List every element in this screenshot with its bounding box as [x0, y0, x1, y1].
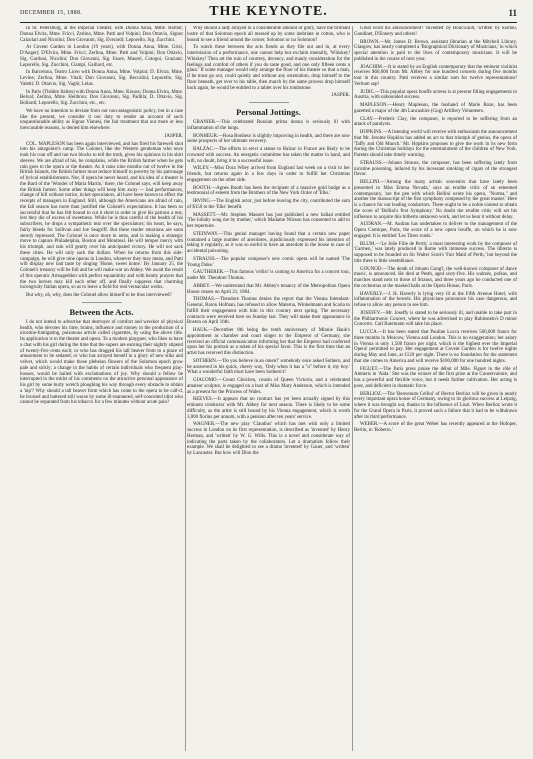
jotting-item: BELLINI.—'Among the many artistic souvenirs that have lately been presented to Miss Emma Nevada,' says an erudite critic of an esteemed contemporary, 'are the pen with which Bellini wrote his opera, "Norma," and another the manuscript of the first symphony composed by the great master.' Here is a chance for our leading conductors. There ought to be a noble contest to obtain the score of 'Bellini's first Symphony.' No doubt the erudite critic will set his influence to acquire this hitherto unknown work, and let us hear it without delay. [354, 180, 517, 220]
column-3 [354, 26, 517, 754]
jotting-item: STRAUSS.—Johann Strauss, the composer, has been suffering lately from nicotine poisoning, induced by his incessant smoking of cigars of the strongest flavor. [354, 160, 517, 178]
jotting-item: GRANIER.—This celebrated Russian prima donna is seriously ill with inflammation of the lungs. [187, 120, 350, 131]
jotting-item: MASSETT.—Mr. Stephen Massett has just published a new ballad entitled 'The lullaby sung me by mother,' which Madame Nilsson has consented to add to her repertoire. [187, 212, 350, 229]
column-divider [352, 26, 353, 751]
jotting-item: JOACHIM.—It is stated by an English contemporary that the eminent violinist receives $60,000 from Mr. Abbey for one hundred concerts during five months tour in this country. Patti receives a similar sum for twelve representations! Verbum sap! [354, 64, 517, 87]
jotting-item: GAUTHERER.—This famous 'cellist' is coming to America for a concert tour, under Mr. Theodore Thomas. [187, 270, 350, 281]
jotting-item: BALZAC.—The efforts to erect a statue to Balzac in France are likely to be crowned with success. An energetic committee has taken the matter in hand, and will, no doubt, bring it to a successful issue. [187, 147, 350, 164]
jotting-item: HOPKINS.—A listening world will receive with enthusiasm the announcement that Mr. Jerome Hopkins has added an act to that triumph of genius, the opera of 'Taffy and Old Munch.' Mr. Hopkins proposes to give the work in its new form during the Christmas holidays for the entertainment of the children of New York. Parents should take timely warning. [354, 130, 517, 158]
article-paragraph: But why, oh, why, does the Colonel allow himself to be thus interviewed? [26, 293, 172, 298]
article-paragraph: At Covent Garden in London (19 years), with Donna Anna, Mme. Grisi, D'Angeri; D'Elvira, Mme. Fricci, Zerlina, Mme. Patti and Volpini; Don Ottavio, Sig. Gardoni, Nicolini; Don Giovanni, Sig. Faure, Maurel, Cotogni, Graziani; Leporello, Sig. Zucchini, Ciampi, Gaillard, etc. [20, 45, 183, 68]
jotting-item: WILEY.—Miss Dora Wiley arrived from England last week on a visit to her friends, but returns again in a few days in order to fulfill her Christmas engagement on the other side. [187, 166, 350, 183]
jotting-item: THOMAS.—Theodore Thomas denies the report that the Vienna Intendant-General, Baron Hofman, has refused to allow Materna, Winkelmann and Scaria to fulfill their engagement with him in this country next spring. The necessary contracts were received here on Sunday last. They will make their appearance in Boston on April 16th. [187, 297, 350, 326]
jotting-item: BROWN.—Mr. James D. Brown, assistant librarian at the Mitchell Library, Glasgow, has nearly completed a 'Biographical Dictionary of Musicians,' in which special attention is paid to the lives of contemporary musicians. It will be published in the course of next year. [354, 39, 517, 62]
jotting-item: GIACOMO.—Count Gleichen, cousin of Queen Victoria, and a celebrated amateur sculptor, is engaged on a bust of Miss Mary Anderson, which is intended as a present for the Princess of Wales. [187, 378, 350, 395]
jotting-item: FIGUET.—The Paris press praise the début of Mlle. Figuet in the rôle of Amneris in 'Aida.' She was the winner of the first prize at the Conservatoire, and has a powerful and flexible voice, but it needs further cultivation. Her acting is poor, and deficient in dramatic force. [354, 366, 517, 389]
article-paragraph: I do not intend to advertise that destroyer of comfort and wrecker of physical health, who devotes his time, brains, influence and money to the production of a nicotine-fumigating, poisonous article called cigarettes, by using the above title. Its application is to the theater and opera. To a modern playgoer, who likes to have a chat with his girl during the time that the supers are earning their nightly stipend of twenty-five cents each; or who has dragged his tall beaver from to a place of amusement to be sedated; or who has arrayed herself in a glory of new silks and velvet, which would make those plebeian flowers of the Solomon epoch grow pale and sickly; a change in the habits of certain individuals who frequent play-houses, would be hailed with exclamations of joy. Why should a fellow be interrupted in the midst of his comments on the attractive personal appearance of his girl by some burly wretch ploughing his way through every obstacle to obtain a 'nip'? Why should a tall beaver form which has come to the opera to be calf-d, be bruised and battered still worse by some ill-mannered, self-conceited idiot who cannot be separated from his tobacco for a few minutes without acute pain? [20, 319, 183, 406]
jotting-item: WAGNER.—The new play 'Claudius' which has met with only a limited success in London on its first representation, is described as 'invented' by Henry Herman, and 'written' by W. G. Wills. This is a novel and considerate way of indicating the parts taken by the collaborators. Let a dramatists follow their example. We shall be delighted to see a drama 'invented' by Gauer, and 'written' by Lancaster. But how will Dion the [187, 422, 350, 456]
column-1 [20, 26, 183, 754]
jotting-item: ABBEY.—We understand that Mr. Abbey's tenancy of the Metropolitan Opera House ceases on April 21, 1884. [187, 283, 350, 295]
jotting-item: REEVES.—It appears that no contract has yet been actually signed by this eminent conductor with Mr. Abbey for next season. There is likely to be some difficulty, as the artist is still bound by his Vienna engagement, which is worth 3,000 florins per annum, with a pension after ten years' service. [187, 397, 350, 420]
article-paragraph: COL. MAPLESON has been again interviewed, and has fired his farewell shot into his antagonist's camp. The Colonel, like the Western gentleman who once took his coat off and ran two blocks to tell the truth, gives his opinions in his shirt sleeves. We are afraid of his, he complains, while the British farmer when he gets rain goes to the opera or the theater. As it rains nine months out of twelve in the British Islands, the British farmer must reduce himself to poverty by his patronage of lyrical establishments. Nor, if opera be never heard, and his idea of a theater is the Bard of the 'Wonder of Maria Martin,' there, the Colonel says, will keep away the British farmer. Some other things will keep him away — bad performances, change of bill without notice, ticket speculators, all have been known to effect the receipts of managers in England. Still, although the Americans are afraid of rain, the fall season has more than justified the Colonel's expectations. It has been so successful that he has felt bound to cut it short in order to give his patrons a rest, lest they die of excess of sweetness. While he is thus careful of the health of his subscribers, he drops a sympathetic tear over the speculators; his heart, he says, fairly bleeds for Sullivan and Joe Seagriff. But these tender emotions are soon sternly repressed. The Colonel is once more in arms, and is making a strategic move to capture Philadelphia, Boston and Montreal. He will temper mercy with his triumph, and rain will gently over his anticipated victory. He will not sack these cities. He will only sack the dollars. When he returns from this side-campaign, he will give nine operas in London, whatever they may mean, and Patti will display new bad taste by singing 'Home, sweet home.' By January 25, the Colonel's treasury will be full and he will make war on Abbey. We await the result of this operatic Armageddon with perfect equanimity and with hearty prayers that the two heroes may kill each other off, and finally suppress that charming incongruity Italian opera, so as to leave a field for real vernacular works. [20, 141, 183, 291]
article-paragraph: Why should a lady arrayed in a considerable amount of glory, have the brilliant lustre of that Solomon epoch all messed up by some inebriate in cotton, who is bound to see a friend around the corner, Solomon or no Solomon? [187, 26, 350, 43]
section-divider [249, 102, 289, 103]
masthead-title: THE KEYNOTE. [209, 4, 328, 19]
jotting-item: CLAY.—Frederic Clay, the composer, is reported to be suffering from an attack of paralysis. [354, 116, 517, 128]
jotting-item: STRAUSS.—The popular composer's new comic opera will be named 'The Young Duke.' [187, 256, 350, 268]
article-paragraph: In Paris (Théâtre Italien) with Donna Anna, Mme. Krauss; Donna Elvira, Mme. Belval; Zerlina, Mme. Heilbron; Don Giovanni, Sig. Padilla; D. Ottavio, Sig. Bollardi; Leporello, Sig. Zucchini, etc., etc. [20, 89, 183, 106]
article-paragraph: We have no intention to deviate from our non-antagonistic policy, but in a case like the present, we consider it our duty to render an account of such unquestionable ability as Signor Vianesi, the fair treatment that our more or less inexcusable reasons, is denied him elsewhere. [20, 108, 183, 131]
article-paragraph: In Barcelona, Teatro Liceo with Donna Anna, Mme. Volpini; D. Elvira, Mme. Levine; Zerlina, Mme. Vitali; Don Giovanni, Sig. Beccalini; Leporello, Sig. Valetti; D. Ottavio, Sig. Vaghi; Lelas. [20, 70, 183, 87]
jotting-item: GOUNOD.—The death of Johann Gung'l, the well-known composer of dance music, is announced. He died at Pesth, aged sixty-five. His waltzes, polkas, and marches stand next to those of Strauss, and three years ago he conducted one of the orchestras at the masked balls at the Opera House, Paris. [354, 266, 517, 289]
jotting-item: IRVING.—The English actor, just before leaving the city, contributed the sum of $150 to the 'Elks' benefit. [187, 199, 350, 210]
jotting-item: STEINWAY.—This genial manager having found that a certain new paper contained a large number of anecdotes, injudiciously expressed his intention of taking it regularly, as it was so useful to have an anecdote in the house in case of accidental poisoning. [187, 231, 350, 254]
jotting-item: HAUK.—December 8th being the tenth anniversary of Minnie Hauk's appointment as chamber and court singer to the Emperor of Germany, she received an official communication informing her that the Emperor had conferred upon her his portrait as a token of his special favor. This is the first time that an artist has received this distinction. [187, 328, 350, 356]
page-header [20, 4, 517, 20]
jotting-item: BOOTH.—Agnes Booth has been the recipient of a massive gold badge as a testimonial of esteem from the Brothers of the New York Order of 'Elks.' [187, 185, 350, 197]
header-rule [20, 22, 517, 23]
section-heading: Between the Acts. [69, 306, 134, 317]
page-number: 11 [508, 8, 517, 18]
jotting-item: WEBER.—A score of the great Weber has recently appeared at the Hofoper, Berlin, in 'Roberto.' [354, 422, 517, 433]
jotting-item: LUCCA.—It has been stated that Pauline Lucca receives 500,000 francs for three months in Moscow, Vienna and London. This is no exaggeration; her salary in Vienna is only 1,500 francs per night, which is the highest ever the Imperial Opera! permitted to pay. Her engagement at Covent Garden is for twelve nights during May and June, at £120 per night. There is no foundation for the statement that she comes to America and will receive $100,000 for one hundred nights. [354, 330, 517, 364]
column-divider [185, 26, 186, 751]
jotting-item: JUDIC.—This popular opera bouffe actress is at present filling engagements in Austria, with unbounded success. [354, 89, 517, 101]
section-heading: Personal Jottings. [236, 107, 301, 117]
jotting-item: HAVERLY.—J. H. Haverly is lying very ill at the Fifth Avenue Hotel, with inflammation of the bowels. His physicians pronounce his case dangerous, and refuse to allow any person to see him. [354, 291, 517, 308]
section-divider [82, 302, 122, 303]
jotting-item: BERLIOZ.—The 'Benvenuto Cellini' of Hector Berlioz will be given in nearly every important opera house of Germany, owing to its glorious success at Leipzig, where it was brought out, thanks to the influence of Liszt. When Berlioz wrote it for the Grand Opera in Paris, it proved such a failure that it had to be withdrawn after its third performance. [354, 391, 517, 420]
jotting-item: MAPLESON.—Henry Mapleson, the husband of Marie Roze, has been gazetted a major of the 4th Lancashire (Gog) Artillery Volunteers. [354, 103, 517, 114]
author-signature: JASPER. [164, 133, 183, 139]
jotting-item: BLUM.—'Le Jolie Fille de Perth,' a most interesting work by the composer of 'Carmen,' was lately produced in Rome with immense success. The libretto is supposed to be founded on Sir Walter Scott's 'Fair Maid of Perth,' but beyond the title there is little resemblance. [354, 241, 517, 264]
issue-date: DECEMBER 15, 1888. [20, 10, 83, 16]
jotting-item: AUDRAN.—M. Audran has undertaken to deliver to the management of the Opera Comique, Paris, the score of a new opera bouffe, on which he is now engaged. It is entitled 'Les Titres ronds.' [354, 222, 517, 239]
jotting-item: SOTHERN.—'Do you believe in an omen?' somebody once asked Sothern, and he answered in his quick, cheery way, 'Only when it has a "u" before it, my boy.' What a wonderful faith must have been Sothern's! [187, 358, 350, 376]
column-2 [187, 26, 350, 754]
article-paragraph: To watch these between the acts fiends as they file out and in, at every intermission of a performance, one cannot help but exclaim mentally, 'Whiskey! Whiskey! Thou art the ruin of courtesy, decency, and manly consideration for the feelings and comfort of others if you do taste good, and one only fifteen cents a glass.' If some manager would only arrange the floor of his theater so that a man, if he must go out, could quietly and without any ostentation, drop himself to the floor beneath, get over to his table, then march by the same process drop himself back again, he would be entitled to a tablet over his tombstone. [187, 45, 350, 91]
author-signature: JASPER. [331, 93, 350, 99]
jotting-item: Great word his announcement? 'Invented' by Boucicault, 'written' by Sardou, Gondinet, D'Ennery and others! [354, 26, 517, 37]
article-paragraph: In St. Petersburg, at the Imperial Theater, with Donna Anna, Mme. Barbot; Donna Elvira, Mme. Fricci, Zerlina, Mme. Patti and Volpini; Don Ottavio, Signor Calzolari and Nicolini; Don Giovanni, Sig. Everardi; Leporello, Sig. Zucchini. [20, 26, 183, 43]
jotting-item: BONHEUR.—Rosa Bonheur is slightly improving in health, and there are now some prospects of her ultimate recovery. [187, 133, 350, 145]
jotting-item: JOSEFFY.—Mr. Joseffy is stated to be seriously ill, and unable to take part in the Philharmonic Concert, where he was advertised to play Rubinstein's D minor Concerto. Carl Baermann will take his place. [354, 310, 517, 328]
